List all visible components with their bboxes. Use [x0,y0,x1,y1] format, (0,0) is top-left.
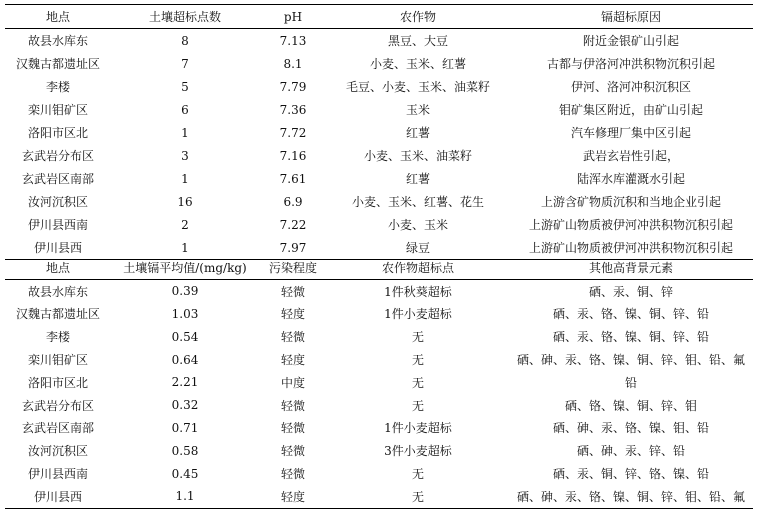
table-header-row [5,256,753,279]
table-cell: 6.9 [283,194,303,209]
table-cell: 3 [181,148,189,163]
table-cell: 1 [181,125,189,140]
table-cell: 7.22 [279,217,307,232]
column-header: 其他高背景元素 [509,256,753,279]
table-cell: 2.21 [171,375,199,390]
table-cell: 伊川县西 [5,236,111,260]
table-cell: 汝河沉积区 [27,195,88,209]
column-header: 地点 [5,256,111,279]
table-body [5,279,753,508]
table-cell: 硒、砷、汞、铬、镍、钼、铅 [552,421,709,436]
table-cell: 无 [411,330,424,345]
table-cell: 上游矿山物质被伊河冲洪积物沉积引起 [528,218,733,232]
table-cell: 洛阳市区北 [27,126,88,140]
table-cell: 玄武岩区南部 [21,421,94,436]
table-cell: 轻度 [259,485,327,508]
table-cell: 钼矿集区附近，由矿山引起 [558,103,703,117]
table-row [5,52,753,75]
table-cell: 无 [327,485,509,508]
table-cell: 硒、汞、铬、镍、铜、锌、铅 [552,330,709,345]
cadmium-pollution-level-table [5,256,753,509]
table-cell: 7.72 [279,125,307,140]
column-header: 农作物超标点 [327,256,509,279]
table-cell: 7.13 [279,33,307,48]
column-header: 土壤镉平均值/(mg/kg) [111,256,259,279]
table-row [5,98,753,121]
table-cell: 洛阳市区北 [27,375,88,390]
table-cell: 16 [177,194,193,209]
table-cell: 中度 [280,375,305,390]
table-cell: 栾川钼矿区 [27,103,88,117]
table-cell: 5 [181,79,189,94]
table-cell: 栾川钼矿区 [27,353,88,368]
table-cell: 武岩玄岩性引起， [582,149,679,163]
table-cell: 0.32 [171,398,199,413]
table-cell: 玄武岩分布区 [21,398,94,413]
table-cell: 3件小麦超标 [384,444,452,459]
table-cell: 轻微 [280,398,305,413]
table-cell: 0.64 [171,352,199,367]
table-cell: 1件小麦超标 [384,307,452,322]
table-cell: 7.16 [279,148,307,163]
table-row [5,394,753,417]
table-cell: 伊河、洛河冲积沉积区 [570,80,691,94]
table-cell: 8.1 [283,56,303,71]
table-cell: 轻微 [280,284,305,299]
column-header: pH [259,5,327,29]
table-cell: 汽车修理厂集中区引起 [570,126,691,140]
table-cell: 硒、汞、铜、锌、铬、镍、铅 [552,467,709,482]
table-cell: 小麦、玉米、油菜籽 [363,149,472,163]
table-row [5,279,753,302]
table-row [5,439,753,462]
table-cell: 7.36 [279,102,307,117]
cadmium-exceedance-table [5,4,753,260]
table-cell: 硒、汞、铬、镍、铜、锌、铅 [552,307,709,322]
table-cell: 附近金银矿山引起 [582,34,679,48]
table-cell: 毛豆、小麦、玉米、油菜籽 [345,80,490,94]
table-cell: 铅 [624,375,637,390]
table-cell: 小麦、玉米、红薯 [369,57,466,71]
table-row [5,29,753,53]
table-cell: 1 [181,171,189,186]
table-cell: 红薯 [405,126,430,140]
table-row [5,75,753,98]
column-header: 地点 [5,5,111,29]
table-cell: 2 [181,217,189,232]
table-cell: 无 [411,398,424,413]
table-row [5,121,753,144]
table-cell: 1.1 [111,485,259,508]
table-cell: 轻度 [280,353,305,368]
table-cell: 故县水库东 [27,34,88,48]
column-header: 农作物 [327,5,509,29]
table-cell: 小麦、玉米、红薯、花生 [351,195,484,209]
table-cell: 伊川县西南 [27,218,88,232]
table-row [5,144,753,167]
column-header: 土壤超标点数 [111,5,259,29]
table-cell: 无 [411,375,424,390]
table-cell: 轻微 [280,467,305,482]
table-cell: 硒、砷、汞、铬、镍、铜、锌、钼、铅、氟 [509,485,753,508]
table-row [5,213,753,236]
table-cell: 轻度 [280,307,305,322]
table-cell: 0.58 [171,443,199,458]
table-cell: 0.39 [171,284,199,299]
table-cell: 1件小麦超标 [384,421,452,436]
table-header-row [5,5,753,29]
table-cell: 0.45 [171,466,199,481]
table-cell: 1.03 [171,306,199,321]
table-body [5,29,753,260]
table-cell: 6 [181,102,189,117]
table-cell: 玄武岩区南部 [21,172,94,186]
table-cell: 李楼 [45,80,70,94]
table-cell: 0.71 [171,420,199,435]
table-row [5,371,753,394]
table-cell: 古都与伊洛河冲洪积物沉积引起 [546,57,715,71]
table-cell: 红薯 [405,172,430,186]
table-cell: 0.54 [171,329,199,344]
column-header: 污染程度 [259,256,327,279]
table-cell: 硒、铬、镍、铜、锌、钼 [564,398,697,413]
table-row [5,190,753,213]
table-row [5,417,753,440]
table-cell: 玄武岩分布区 [21,149,94,163]
table-cell: 7.61 [279,171,307,186]
table-cell: 轻微 [280,444,305,459]
table-cell: 硒、砷、汞、锌、铅 [576,444,685,459]
table-row [5,325,753,348]
table-cell: 轻微 [280,421,305,436]
table-cell: 7.97 [259,236,327,260]
table-cell: 故县水库东 [27,284,88,299]
table-cell: 轻微 [280,330,305,345]
table-cell: 无 [411,467,424,482]
table-cell: 玉米 [405,103,430,117]
column-header: 镉超标原因 [509,5,753,29]
table-row [5,348,753,371]
table-cell: 伊川县西南 [27,467,88,482]
table-row [5,167,753,190]
table-cell: 8 [181,33,189,48]
table-cell: 伊川县西 [5,485,111,508]
table-cell: 7.79 [279,79,307,94]
table-cell: 硒、汞、铜、锌 [588,284,673,299]
table-row [5,303,753,326]
table-cell: 汉魏古都遗址区 [15,57,100,71]
table-cell: 上游矿山物质被伊河冲洪积物沉积引起 [509,236,753,260]
table-cell: 汉魏古都遗址区 [15,307,100,322]
table-cell: 李楼 [45,330,70,345]
table-cell: 1 [111,236,259,260]
table-cell: 1件秋葵超标 [384,284,452,299]
table-cell: 汝河沉积区 [27,444,88,459]
table-cell: 绿豆 [327,236,509,260]
table-cell: 7 [181,56,189,71]
table-cell: 小麦、玉米 [387,218,448,232]
table-cell: 陆浑水库灌溉水引起 [576,172,685,186]
table-cell: 上游含矿物质沉积和当地企业引起 [540,195,721,209]
table-cell: 硒、砷、汞、铬、镍、铜、锌、钼、铅、氟 [516,353,745,368]
table-cell: 黑豆、大豆 [387,34,448,48]
table-row [5,485,753,508]
table-row [5,462,753,485]
table-cell: 无 [411,353,424,368]
